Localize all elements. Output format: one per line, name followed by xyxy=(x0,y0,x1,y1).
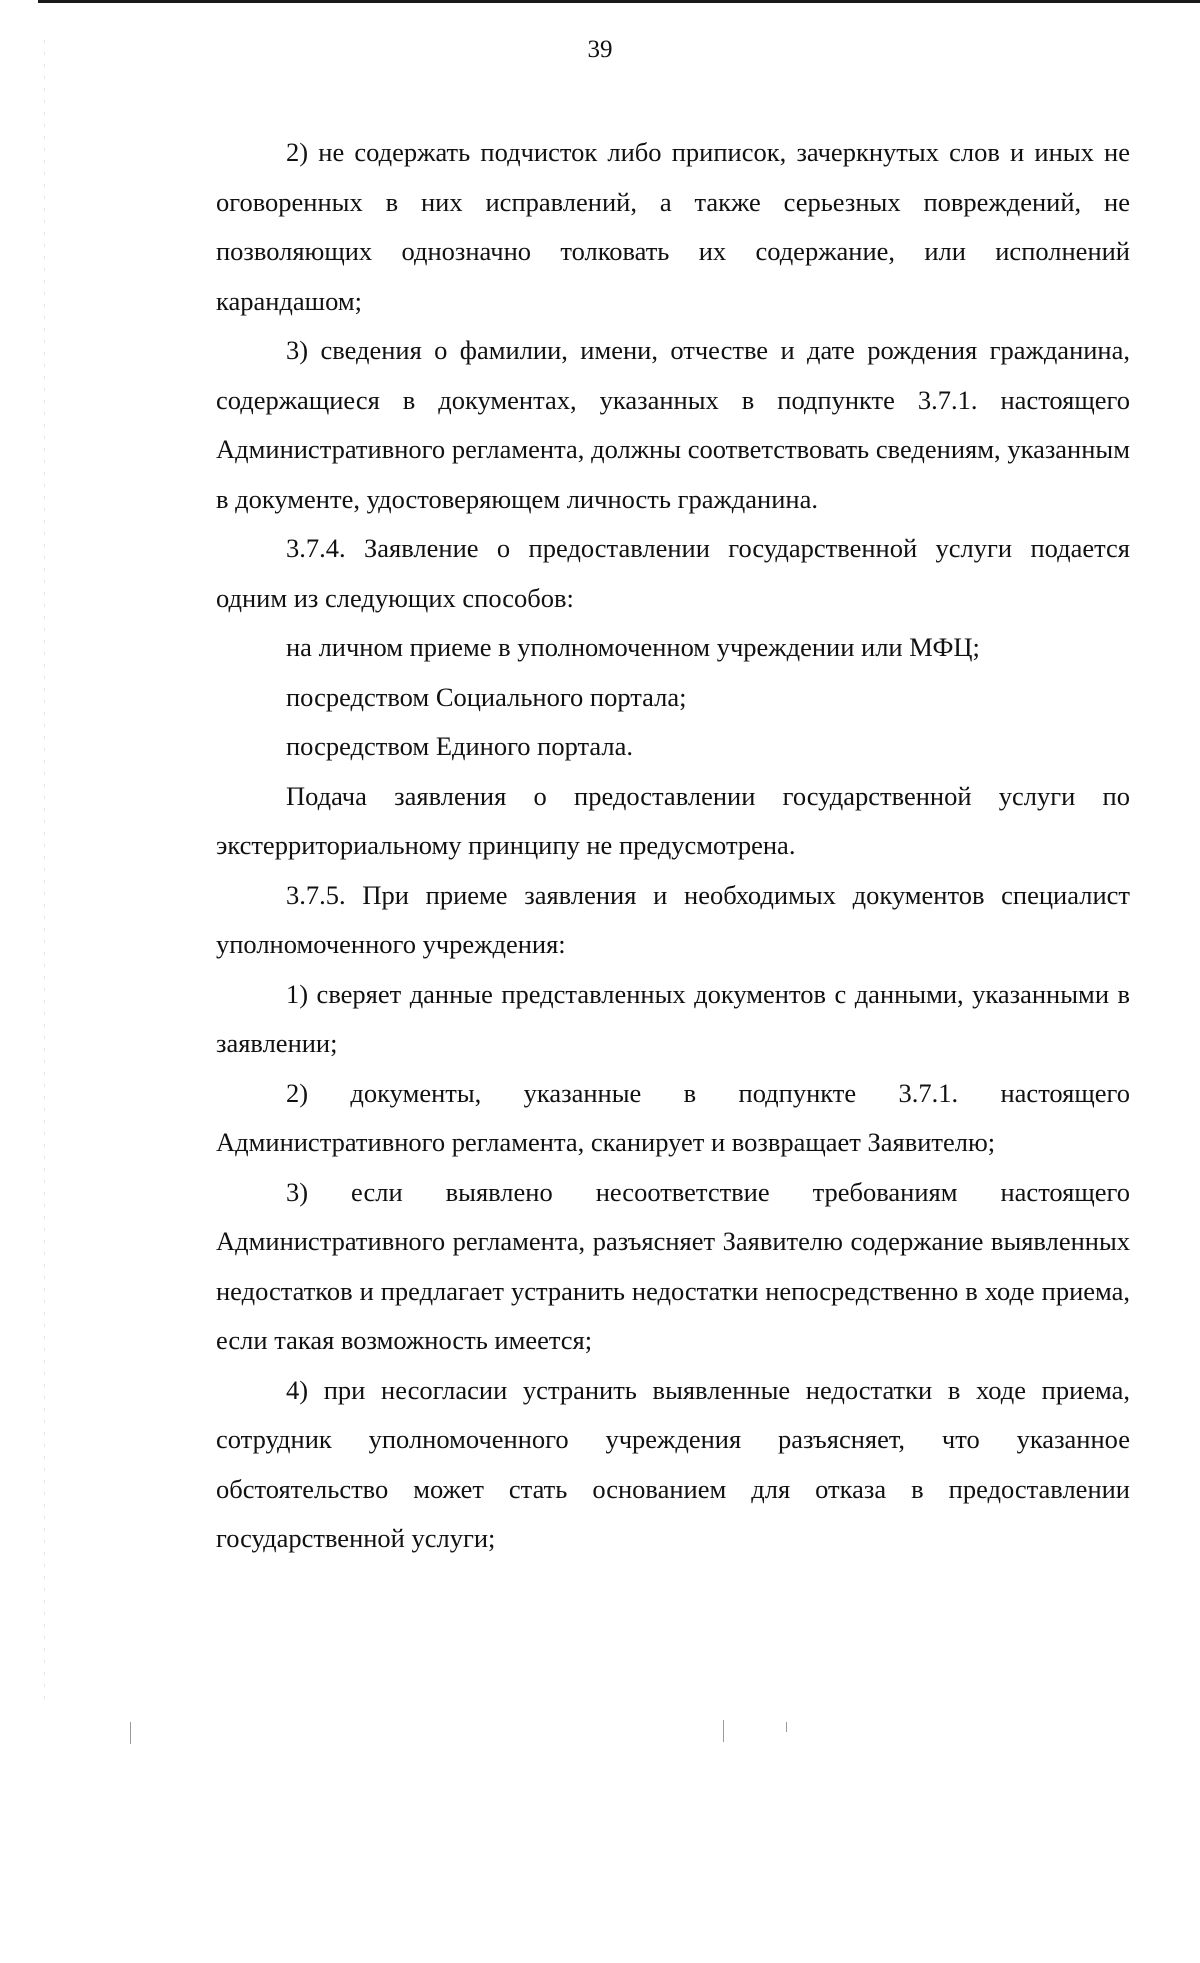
paragraph-step-3: 3) если выявлено несоответствие требованиям настоящего Административного регламента, разъясняет Заявителю содержание выявленных недостатков и предлагает устранить недостатки непосредственно в ходе приема, если такая возможность имеется; xyxy=(216,1176,1130,1355)
scan-mark-right xyxy=(786,1722,787,1732)
submission-method-social-portal: посредством Социального портала; xyxy=(286,681,687,712)
submission-method-unified-portal: посредством Единого портала. xyxy=(286,731,634,761)
submission-method-in-person: на личном приеме в уполномоченном учреждении или МФЦ; xyxy=(286,632,980,662)
paragraph-step-2: 2) документы, указанные в подпункте 3.7.1. настоящего Административного регламента, сканирует и возвращает Заявителю; xyxy=(216,1077,1130,1157)
top-border-line xyxy=(38,0,1200,3)
paragraph-3-7-5: 3.7.5. При приеме заявления и необходимых документов специалист уполномоченного учреждения: xyxy=(216,879,1130,959)
scan-margin-artifact xyxy=(44,40,45,1700)
paragraph-item-3-identity-data: 3) сведения о фамилии, имени, отчестве и дате рождения гражданина, содержащиеся в документах, указанных в подпункте 3.7.1. настоящего Административного регламента, должны соответствовать сведениям, указанным в документе, удостоверяющем личность гражданина. xyxy=(216,335,1130,514)
scan-mark-left xyxy=(130,1722,131,1744)
document-body xyxy=(216,128,1130,1564)
paragraph-step-1: 1) сверяет данные представленных документов с данными, указанными в заявлении; xyxy=(216,978,1130,1058)
paragraph-extraterritorial: Подача заявления о предоставлении государственной услуги по экстерриториальному принципу не предусмотрена. xyxy=(216,780,1130,860)
paragraph-3-7-4: 3.7.4. Заявление о предоставлении государственной услуги подается одним из следующих способов: xyxy=(216,533,1130,613)
page-number: 39 xyxy=(587,36,613,63)
scan-mark-center xyxy=(723,1720,724,1742)
paragraph-step-4: 4) при несогласии устранить выявленные недостатки в ходе приема, сотрудник уполномоченного учреждения разъясняет, что указанное обстоятельство может стать основанием для отказа в предоставлении государственной услуги; xyxy=(216,1374,1130,1553)
paragraph-item-2-requirements: 2) не содержать подчисток либо приписок, зачеркнутых слов и иных не оговоренных в них исправлений, а также серьезных повреждений, не позволяющих однозначно толковать их содержание, или исполнений карандашом; xyxy=(216,137,1130,316)
